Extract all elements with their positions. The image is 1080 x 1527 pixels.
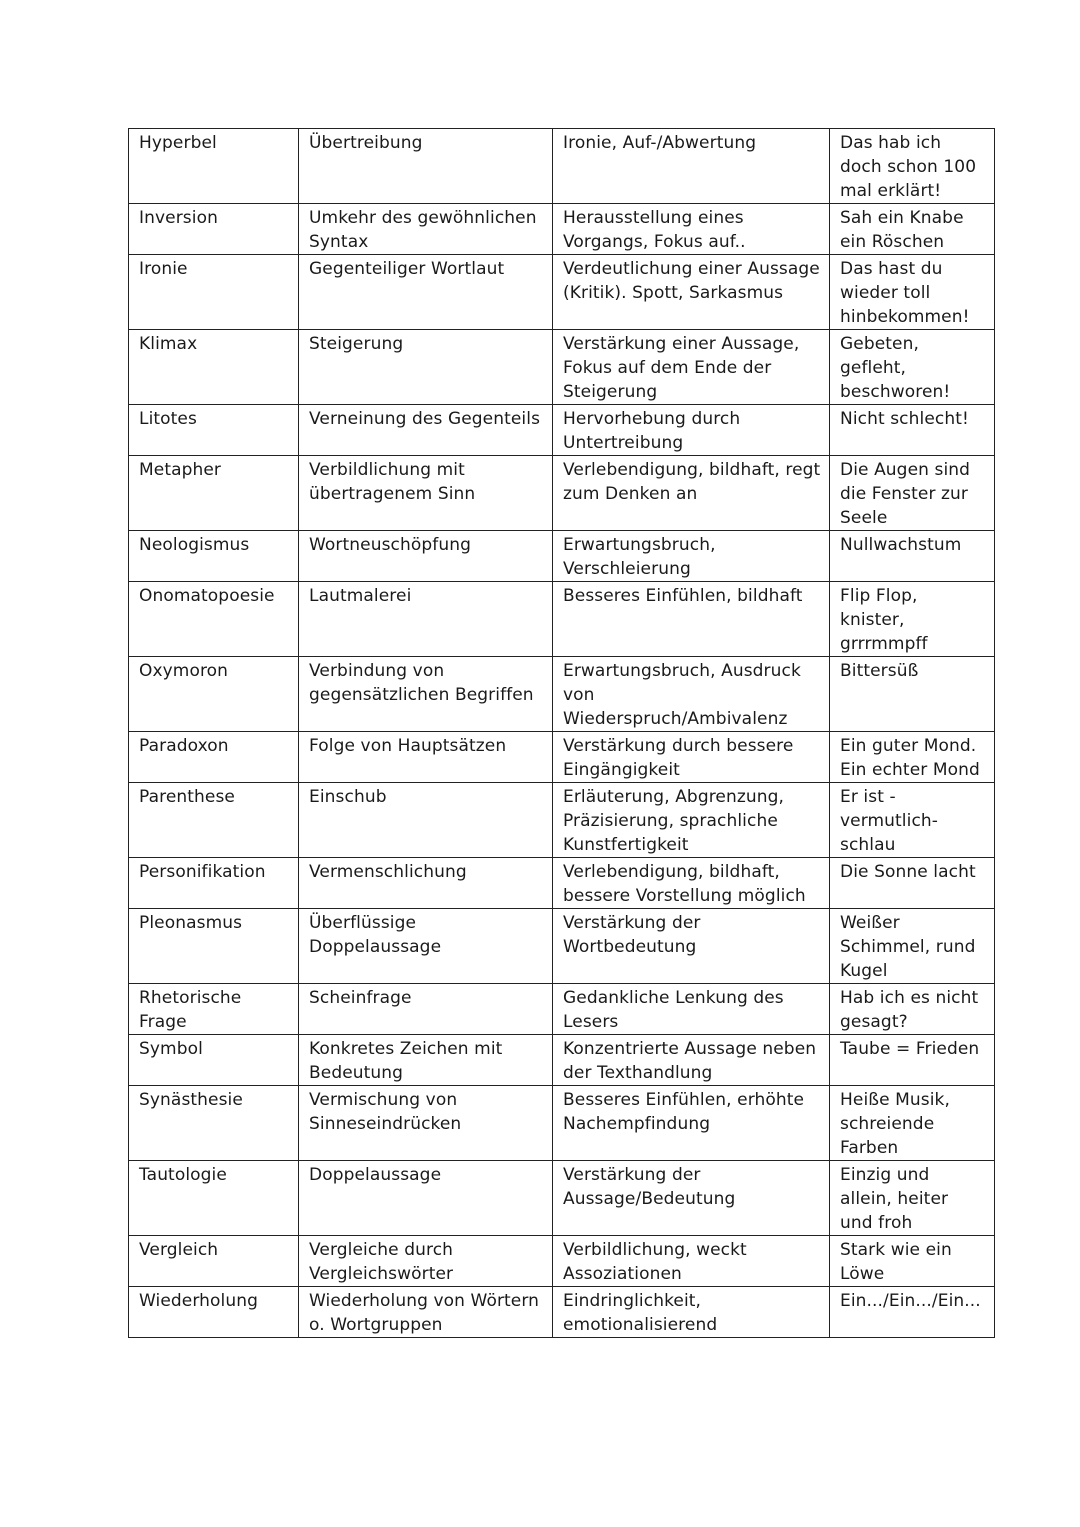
- effect-cell: Ironie, Auf-/Abwertung: [553, 129, 830, 204]
- term-cell: Inversion: [129, 204, 299, 255]
- term-cell: Pleonasmus: [129, 909, 299, 984]
- table-row: [129, 255, 995, 330]
- table-row: [129, 330, 995, 405]
- table-row: [129, 582, 995, 657]
- table-row: [129, 456, 995, 531]
- effect-cell: Herausstellung eines Vorgangs, Fokus auf..: [553, 204, 830, 255]
- definition-cell: Vergleiche durch Vergleichswörter: [299, 1236, 553, 1287]
- effect-cell: Verlebendigung, bildhaft, regt zum Denken an: [553, 456, 830, 531]
- example-cell: Nullwachstum: [830, 531, 995, 582]
- definition-cell: Steigerung: [299, 330, 553, 405]
- term-cell: Onomatopoesie: [129, 582, 299, 657]
- example-cell: Heiße Musik, schreiende Farben: [830, 1086, 995, 1161]
- table-body: [129, 129, 995, 1338]
- table-row: [129, 1236, 995, 1287]
- effect-cell: Verstärkung durch bessere Eingängigkeit: [553, 732, 830, 783]
- term-cell: Tautologie: [129, 1161, 299, 1236]
- table-row: [129, 732, 995, 783]
- definition-cell: Wiederholung von Wörtern o. Wortgruppen: [299, 1287, 553, 1338]
- term-cell: Neologismus: [129, 531, 299, 582]
- table-row: [129, 1161, 995, 1236]
- term-cell: Parenthese: [129, 783, 299, 858]
- table-row: [129, 984, 995, 1035]
- term-cell: Ironie: [129, 255, 299, 330]
- effect-cell: Hervorhebung durch Untertreibung: [553, 405, 830, 456]
- effect-cell: Konzentrierte Aussage neben der Texthandlung: [553, 1035, 830, 1086]
- term-cell: Vergleich: [129, 1236, 299, 1287]
- table-row: [129, 129, 995, 204]
- definition-cell: Verneinung des Gegenteils: [299, 405, 553, 456]
- definition-cell: Verbindung von gegensätzlichen Begriffen: [299, 657, 553, 732]
- table-row: [129, 1086, 995, 1161]
- term-cell: Hyperbel: [129, 129, 299, 204]
- effect-cell: Besseres Einfühlen, erhöhte Nachempfindung: [553, 1086, 830, 1161]
- example-cell: Das hab ich doch schon 100 mal erklärt!: [830, 129, 995, 204]
- definition-cell: Vermenschlichung: [299, 858, 553, 909]
- example-cell: Er ist - vermutlich- schlau: [830, 783, 995, 858]
- effect-cell: Verdeutlichung einer Aussage (Kritik). Spott, Sarkasmus: [553, 255, 830, 330]
- example-cell: Taube = Frieden: [830, 1035, 995, 1086]
- effect-cell: Erläuterung, Abgrenzung, Präzisierung, sprachliche Kunstfertigkeit: [553, 783, 830, 858]
- table-row: [129, 1287, 995, 1338]
- effect-cell: Verstärkung einer Aussage, Fokus auf dem Ende der Steigerung: [553, 330, 830, 405]
- definition-cell: Lautmalerei: [299, 582, 553, 657]
- effect-cell: Erwartungsbruch, Verschleierung: [553, 531, 830, 582]
- effect-cell: Gedankliche Lenkung des Lesers: [553, 984, 830, 1035]
- table-row: [129, 204, 995, 255]
- term-cell: Wiederholung: [129, 1287, 299, 1338]
- term-cell: Oxymoron: [129, 657, 299, 732]
- example-cell: Nicht schlecht!: [830, 405, 995, 456]
- example-cell: Bittersüß: [830, 657, 995, 732]
- table-row: [129, 405, 995, 456]
- term-cell: Klimax: [129, 330, 299, 405]
- term-cell: Symbol: [129, 1035, 299, 1086]
- example-cell: Gebeten, gefleht, beschworen!: [830, 330, 995, 405]
- definition-cell: Überflüssige Doppelaussage: [299, 909, 553, 984]
- definition-cell: Gegenteiliger Wortlaut: [299, 255, 553, 330]
- example-cell: Einzig und allein, heiter und froh: [830, 1161, 995, 1236]
- term-cell: Paradoxon: [129, 732, 299, 783]
- example-cell: Das hast du wieder toll hinbekommen!: [830, 255, 995, 330]
- effect-cell: Besseres Einfühlen, bildhaft: [553, 582, 830, 657]
- example-cell: Die Sonne lacht: [830, 858, 995, 909]
- example-cell: Stark wie ein Löwe: [830, 1236, 995, 1287]
- example-cell: Flip Flop, knister, grrrmmpff: [830, 582, 995, 657]
- stylistic-devices-table: [128, 128, 995, 1338]
- definition-cell: Scheinfrage: [299, 984, 553, 1035]
- definition-cell: Folge von Hauptsätzen: [299, 732, 553, 783]
- table-row: [129, 909, 995, 984]
- table-row: [129, 858, 995, 909]
- term-cell: Personifikation: [129, 858, 299, 909]
- effect-cell: Erwartungsbruch, Ausdruck von Wiederspruch/Ambivalenz: [553, 657, 830, 732]
- definition-cell: Einschub: [299, 783, 553, 858]
- table-row: [129, 783, 995, 858]
- term-cell: Synästhesie: [129, 1086, 299, 1161]
- effect-cell: Verbildlichung, weckt Assoziationen: [553, 1236, 830, 1287]
- definition-cell: Umkehr des gewöhnlichen Syntax: [299, 204, 553, 255]
- definition-cell: Übertreibung: [299, 129, 553, 204]
- definition-cell: Vermischung von Sinneseindrücken: [299, 1086, 553, 1161]
- example-cell: Die Augen sind die Fenster zur Seele: [830, 456, 995, 531]
- example-cell: Sah ein Knabe ein Röschen: [830, 204, 995, 255]
- table-row: [129, 531, 995, 582]
- example-cell: Ein.../Ein.../Ein...: [830, 1287, 995, 1338]
- definition-cell: Verbildlichung mit übertragenem Sinn: [299, 456, 553, 531]
- example-cell: Ein guter Mond. Ein echter Mond: [830, 732, 995, 783]
- definition-cell: Wortneuschöpfung: [299, 531, 553, 582]
- term-cell: Metapher: [129, 456, 299, 531]
- term-cell: Rhetorische Frage: [129, 984, 299, 1035]
- table-row: [129, 1035, 995, 1086]
- example-cell: Weißer Schimmel, rund Kugel: [830, 909, 995, 984]
- example-cell: Hab ich es nicht gesagt?: [830, 984, 995, 1035]
- table-row: [129, 657, 995, 732]
- definition-cell: Konkretes Zeichen mit Bedeutung: [299, 1035, 553, 1086]
- term-cell: Litotes: [129, 405, 299, 456]
- effect-cell: Verstärkung der Aussage/Bedeutung: [553, 1161, 830, 1236]
- effect-cell: Verlebendigung, bildhaft, bessere Vorstellung möglich: [553, 858, 830, 909]
- effect-cell: Eindringlichkeit, emotionalisierend: [553, 1287, 830, 1338]
- definition-cell: Doppelaussage: [299, 1161, 553, 1236]
- effect-cell: Verstärkung der Wortbedeutung: [553, 909, 830, 984]
